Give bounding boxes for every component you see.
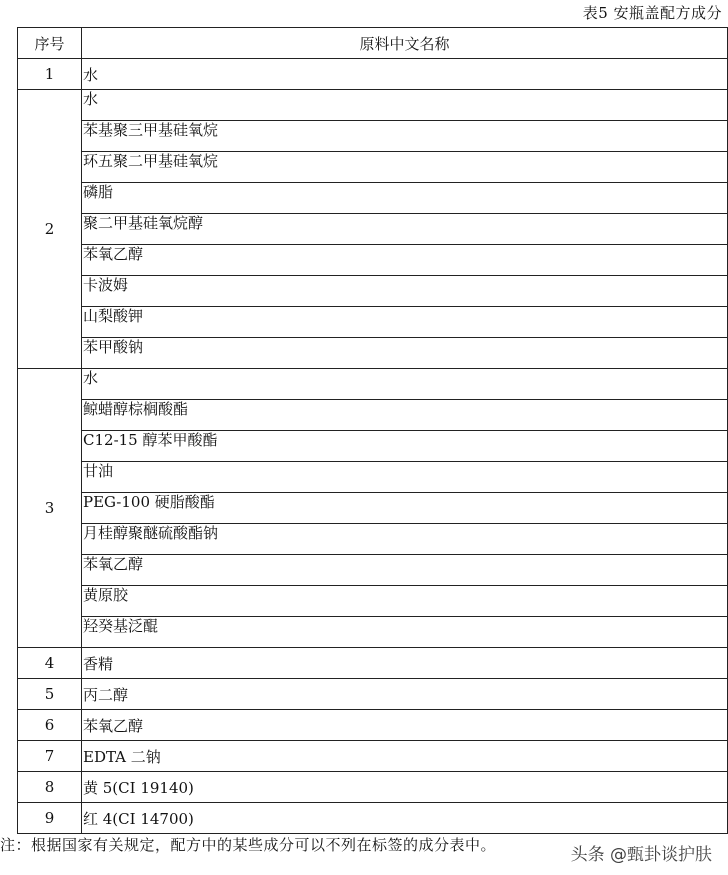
- table-row: [18, 617, 728, 648]
- table-row: [18, 90, 728, 121]
- table-row: [18, 338, 728, 369]
- row-number: 5: [18, 679, 82, 710]
- ingredient-name: 水: [82, 59, 728, 90]
- table-row: [18, 493, 728, 524]
- table-row: [18, 679, 728, 710]
- table-row: [18, 648, 728, 679]
- row-number: 6: [18, 710, 82, 741]
- table-row: [18, 741, 728, 772]
- table-row: [18, 462, 728, 493]
- table-row: [18, 803, 728, 834]
- row-number: 7: [18, 741, 82, 772]
- ingredient-name: 卡波姆: [82, 276, 728, 307]
- table-row: [18, 214, 728, 245]
- row-number: 2: [18, 90, 82, 369]
- table-row: [18, 59, 728, 90]
- table-row: [18, 772, 728, 803]
- table-row: [18, 586, 728, 617]
- ingredient-table: [17, 27, 728, 834]
- row-number: 4: [18, 648, 82, 679]
- table-title: 表5 安瓶盖配方成分: [582, 4, 722, 22]
- ingredient-name: 鲸蜡醇棕榈酸酯: [82, 400, 728, 431]
- row-number: 1: [18, 59, 82, 90]
- table-row: [18, 121, 728, 152]
- ingredient-name: 水: [82, 90, 728, 121]
- footnote: 注：根据国家有关规定，配方中的某些成分可以不列在标签的成分表中。: [0, 836, 497, 854]
- ingredient-name: 月桂醇聚醚硫酸酯钠: [82, 524, 728, 555]
- ingredient-name: 水: [82, 369, 728, 400]
- row-number: 3: [18, 369, 82, 648]
- header-name: 原料中文名称: [82, 28, 728, 59]
- ingredient-name: 苯基聚三甲基硅氧烷: [82, 121, 728, 152]
- ingredient-name: 苯氧乙醇: [82, 710, 728, 741]
- ingredient-name: C12-15 醇苯甲酸酯: [82, 431, 728, 462]
- row-number: 8: [18, 772, 82, 803]
- ingredient-name: 苯氧乙醇: [82, 245, 728, 276]
- ingredient-name: 苯氧乙醇: [82, 555, 728, 586]
- table-row: [18, 369, 728, 400]
- row-number: 9: [18, 803, 82, 834]
- ingredient-name: 磷脂: [82, 183, 728, 214]
- ingredient-name: 羟癸基泛醌: [82, 617, 728, 648]
- table-row: [18, 431, 728, 462]
- table-row: [18, 245, 728, 276]
- table-row: [18, 400, 728, 431]
- table-row: [18, 710, 728, 741]
- ingredient-name: PEG-100 硬脂酸酯: [82, 493, 728, 524]
- table-row: [18, 152, 728, 183]
- table-row: [18, 307, 728, 338]
- ingredient-name: 红 4(CI 14700): [82, 803, 728, 834]
- ingredient-name: 黄原胶: [82, 586, 728, 617]
- ingredient-name: 山梨酸钾: [82, 307, 728, 338]
- table-row: [18, 183, 728, 214]
- header-no: 序号: [18, 28, 82, 59]
- table-body: [18, 59, 728, 834]
- ingredient-name: EDTA 二钠: [82, 741, 728, 772]
- table-row: [18, 276, 728, 307]
- ingredient-name: 香精: [82, 648, 728, 679]
- table-row: [18, 524, 728, 555]
- table-row: [18, 555, 728, 586]
- ingredient-name: 黄 5(CI 19140): [82, 772, 728, 803]
- ingredient-name: 聚二甲基硅氧烷醇: [82, 214, 728, 245]
- table-header-row: [18, 28, 728, 59]
- ingredient-name: 苯甲酸钠: [82, 338, 728, 369]
- ingredient-name: 环五聚二甲基硅氧烷: [82, 152, 728, 183]
- watermark: 头条 @甄卦谈护肤: [570, 845, 712, 865]
- ingredient-name: 丙二醇: [82, 679, 728, 710]
- ingredient-name: 甘油: [82, 462, 728, 493]
